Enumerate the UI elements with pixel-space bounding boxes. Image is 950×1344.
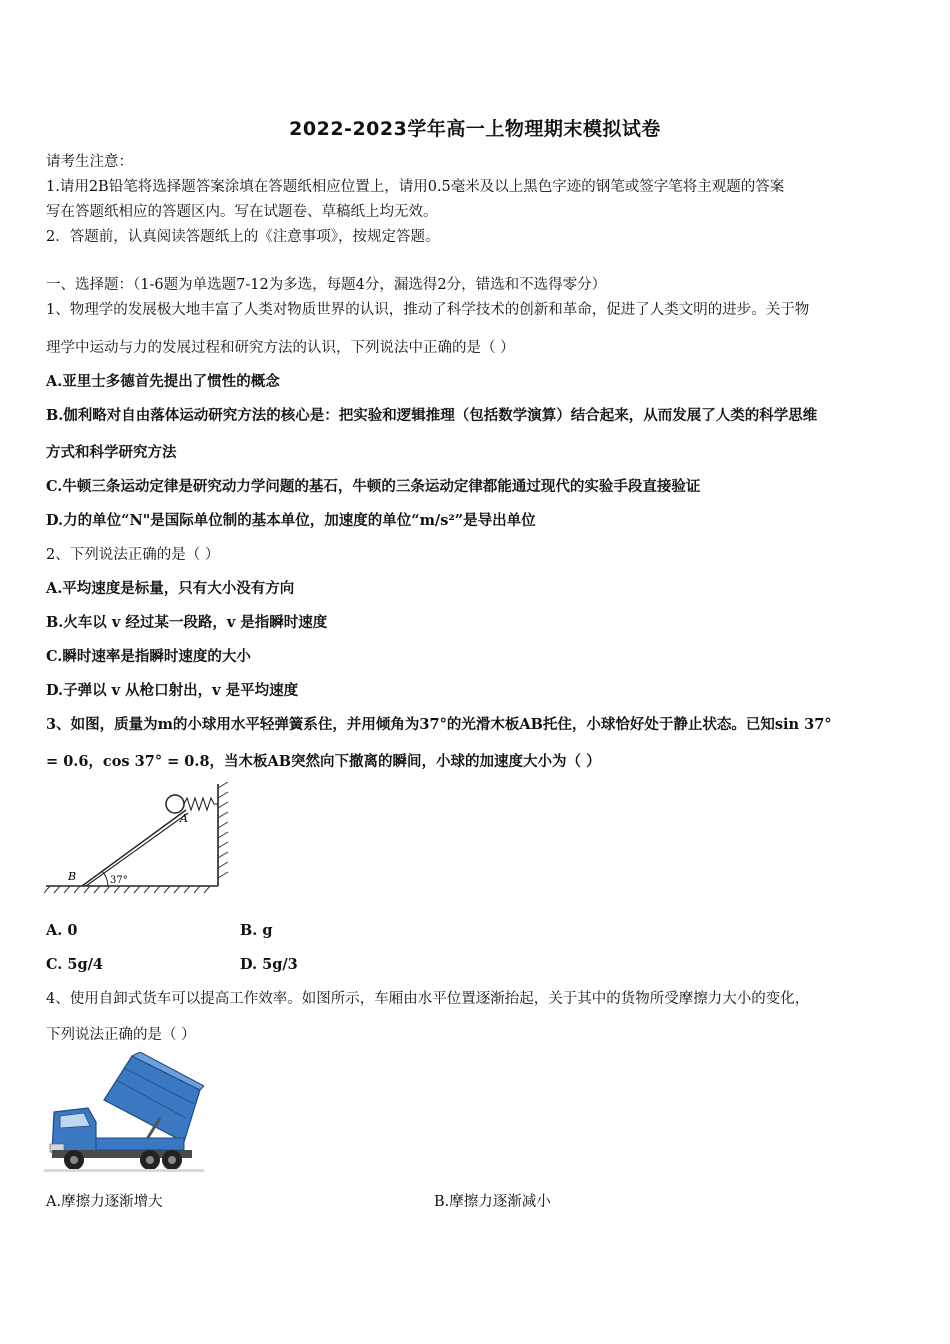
q1-option-b-line-2: 方式和科学研究方法: [46, 444, 177, 461]
q1-option-d: D.力的单位“N"是国际单位制的基本单位，加速度的单位“m/s²”是导出单位: [46, 512, 536, 529]
figure-label-a: A: [180, 812, 188, 825]
q2-stem: 2、下列说法正确的是（ ）: [46, 547, 220, 563]
q4-option-a: A.摩擦力逐渐增大: [46, 1194, 163, 1210]
q1-option-a: A.亚里士多德首先提出了惯性的概念: [46, 373, 280, 390]
page-title: 2022-2023学年高一上物理期末模拟试卷: [289, 118, 661, 140]
section-heading: 一、选择题：（1-6题为单选题7-12为多选，每题4分，漏选得2分，错选和不选得零分）: [46, 277, 607, 293]
q1-stem-line-2: 理学中运动与力的发展过程和研究方法的认识，下列说法中正确的是（ ）: [46, 340, 515, 356]
q1-option-c: C.牛顿三条运动定律是研究动力学问题的基石，牛顿的三条运动定律都能通过现代的实验手段直接验证: [46, 478, 701, 495]
q4-dump-truck-image: [44, 1052, 204, 1172]
q3-stem-line-2: = 0.6，cos 37° = 0.8，当木板AB突然向下撤离的瞬间，小球的加速度大小为（ ）: [46, 753, 601, 770]
notice-item-1-line-1: 1.请用2B铅笔将选择题答案涂填在答题纸相应位置上，请用0.5毫米及以上黑色字迹的钢笔或签字笔将主观题的答案: [46, 179, 785, 195]
q2-option-a: A.平均速度是标量，只有大小没有方向: [46, 580, 295, 597]
q2-option-d: D.子弹以 v 从枪口射出，v 是平均速度: [46, 682, 299, 699]
figure-label-b: B: [68, 870, 77, 883]
q4-stem-line-2: 下列说法正确的是（ ）: [46, 1027, 196, 1043]
q3-option-d: D. 5g/3: [240, 956, 298, 973]
notice-heading: 请考生注意：: [46, 154, 133, 170]
q1-stem-line-1: 1、物理学的发展极大地丰富了人类对物质世界的认识，推动了科学技术的创新和革命，促进了人类文明的进步。关于物: [46, 302, 810, 318]
q3-incline-spring-figure: [44, 782, 234, 894]
q3-option-b: B. g: [240, 922, 273, 939]
q4-option-b: B.摩擦力逐渐减小: [434, 1194, 551, 1210]
q2-option-b: B.火车以 v 经过某一段路，v 是指瞬时速度: [46, 614, 328, 631]
q1-option-b-line-1: B.伽利略对自由落体运动研究方法的核心是：把实验和逻辑推理（包括数学演算）结合起来，从而发展了人类的科学思维: [46, 407, 818, 424]
q2-option-c: C.瞬时速率是指瞬时速度的大小: [46, 648, 251, 665]
q3-option-a: A. 0: [46, 922, 78, 939]
q3-stem-line-1: 3、如图，质量为m的小球用水平轻弹簧系住，并用倾角为37°的光滑木板AB托住，小球恰好处于静止状态。已知sin 37°: [46, 716, 832, 733]
q3-option-c: C. 5g/4: [46, 956, 103, 973]
figure-label-angle: 37°: [110, 875, 128, 886]
notice-item-2: 2．答题前，认真阅读答题纸上的《注意事项》，按规定答题。: [46, 229, 440, 245]
notice-item-1-line-2: 写在答题纸相应的答题区内。写在试题卷、草稿纸上均无效。: [46, 204, 438, 220]
q4-stem-line-1: 4、使用自卸式货车可以提高工作效率。如图所示，车厢由水平位置逐渐抬起，关于其中的货物所受摩擦力大小的变化，: [46, 991, 810, 1007]
